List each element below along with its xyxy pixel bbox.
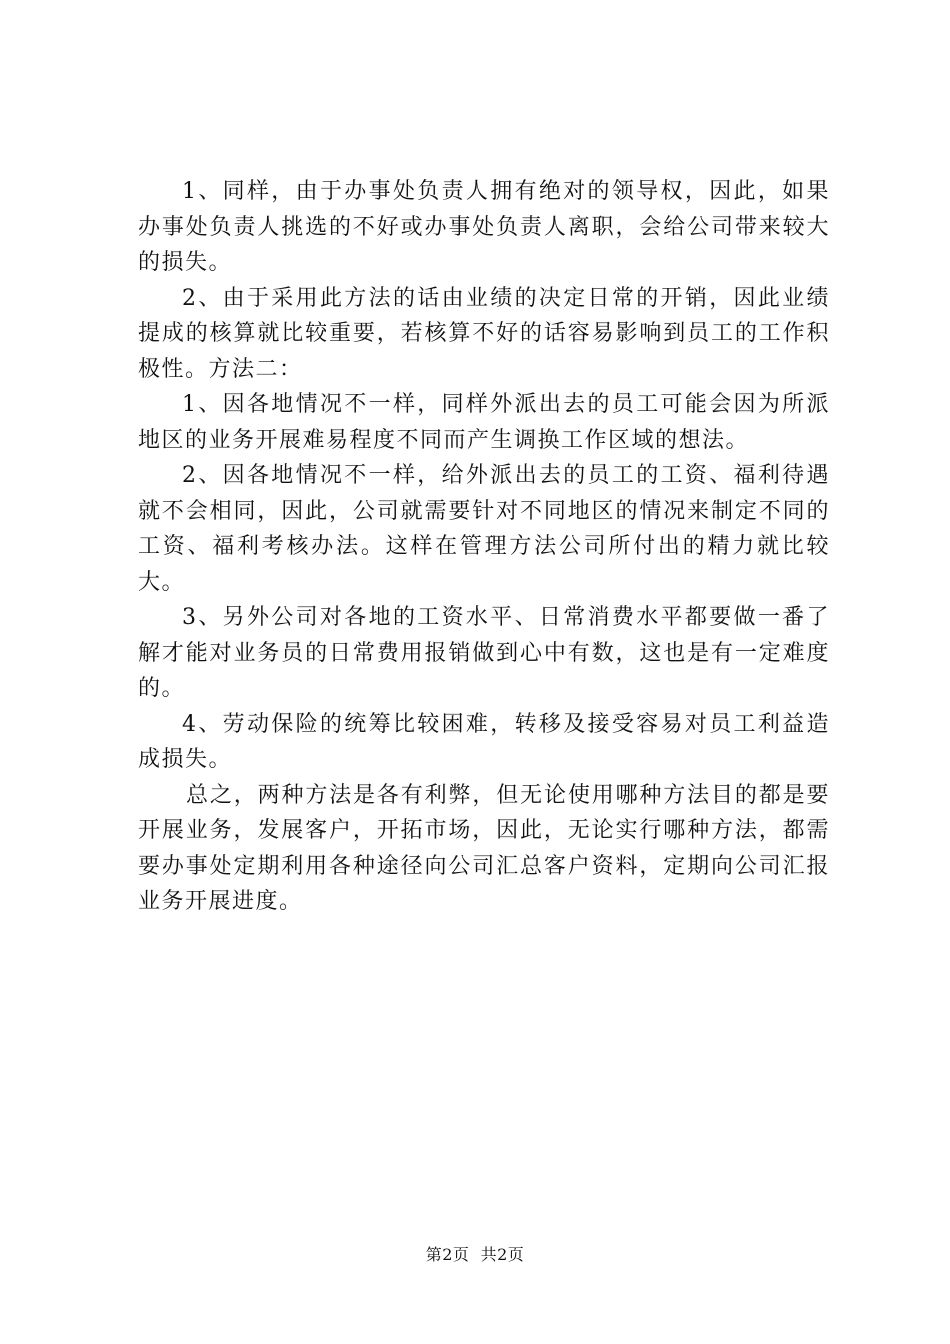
page-number: 第2页 <box>425 1245 470 1264</box>
page-total: 共2页 <box>480 1245 525 1264</box>
paragraph-1: 1、同样，由于办事处负责人拥有绝对的领导权，因此，如果办事处负责人挑选的不好或办事处负责人离职，会给公司带来较大的损失。 <box>138 179 830 275</box>
paragraph-5: 3、另外公司对各地的工资水平、日常消费水平都要做一番了解才能对业务员的日常费用报销做到心中有数，这也是有一定难度的。 <box>138 605 830 701</box>
page-footer <box>0 1244 950 1266</box>
paragraph-4: 2、因各地情况不一样，给外派出去的员工的工资、福利待遇就不会相同，因此，公司就需要针对不同地区的情况来制定不同的工资、福利考核办法。这样在管理方法公司所付出的精力就比较大。 <box>138 463 830 595</box>
paragraph-7: 总之，两种方法是各有利弊，但无论使用哪种方法目的都是要开展业务，发展客户，开拓市场，因此，无论实行哪种方法，都需要办事处定期利用各种途径向公司汇总客户资料，定期向公司汇报业务开展进度。 <box>138 782 830 914</box>
paragraph-3: 1、因各地情况不一样，同样外派出去的员工可能会因为所派地区的业务开展难易程度不同而产生调换工作区域的想法。 <box>138 392 830 453</box>
paragraph-2: 2、由于采用此方法的话由业绩的决定日常的开销，因此业绩提成的核算就比较重要，若核算不好的话容易影响到员工的工作积极性。方法二： <box>138 285 830 382</box>
paragraph-6: 4、劳动保险的统筹比较困难，转移及接受容易对员工利益造成损失。 <box>138 711 830 772</box>
document-body <box>138 174 830 920</box>
